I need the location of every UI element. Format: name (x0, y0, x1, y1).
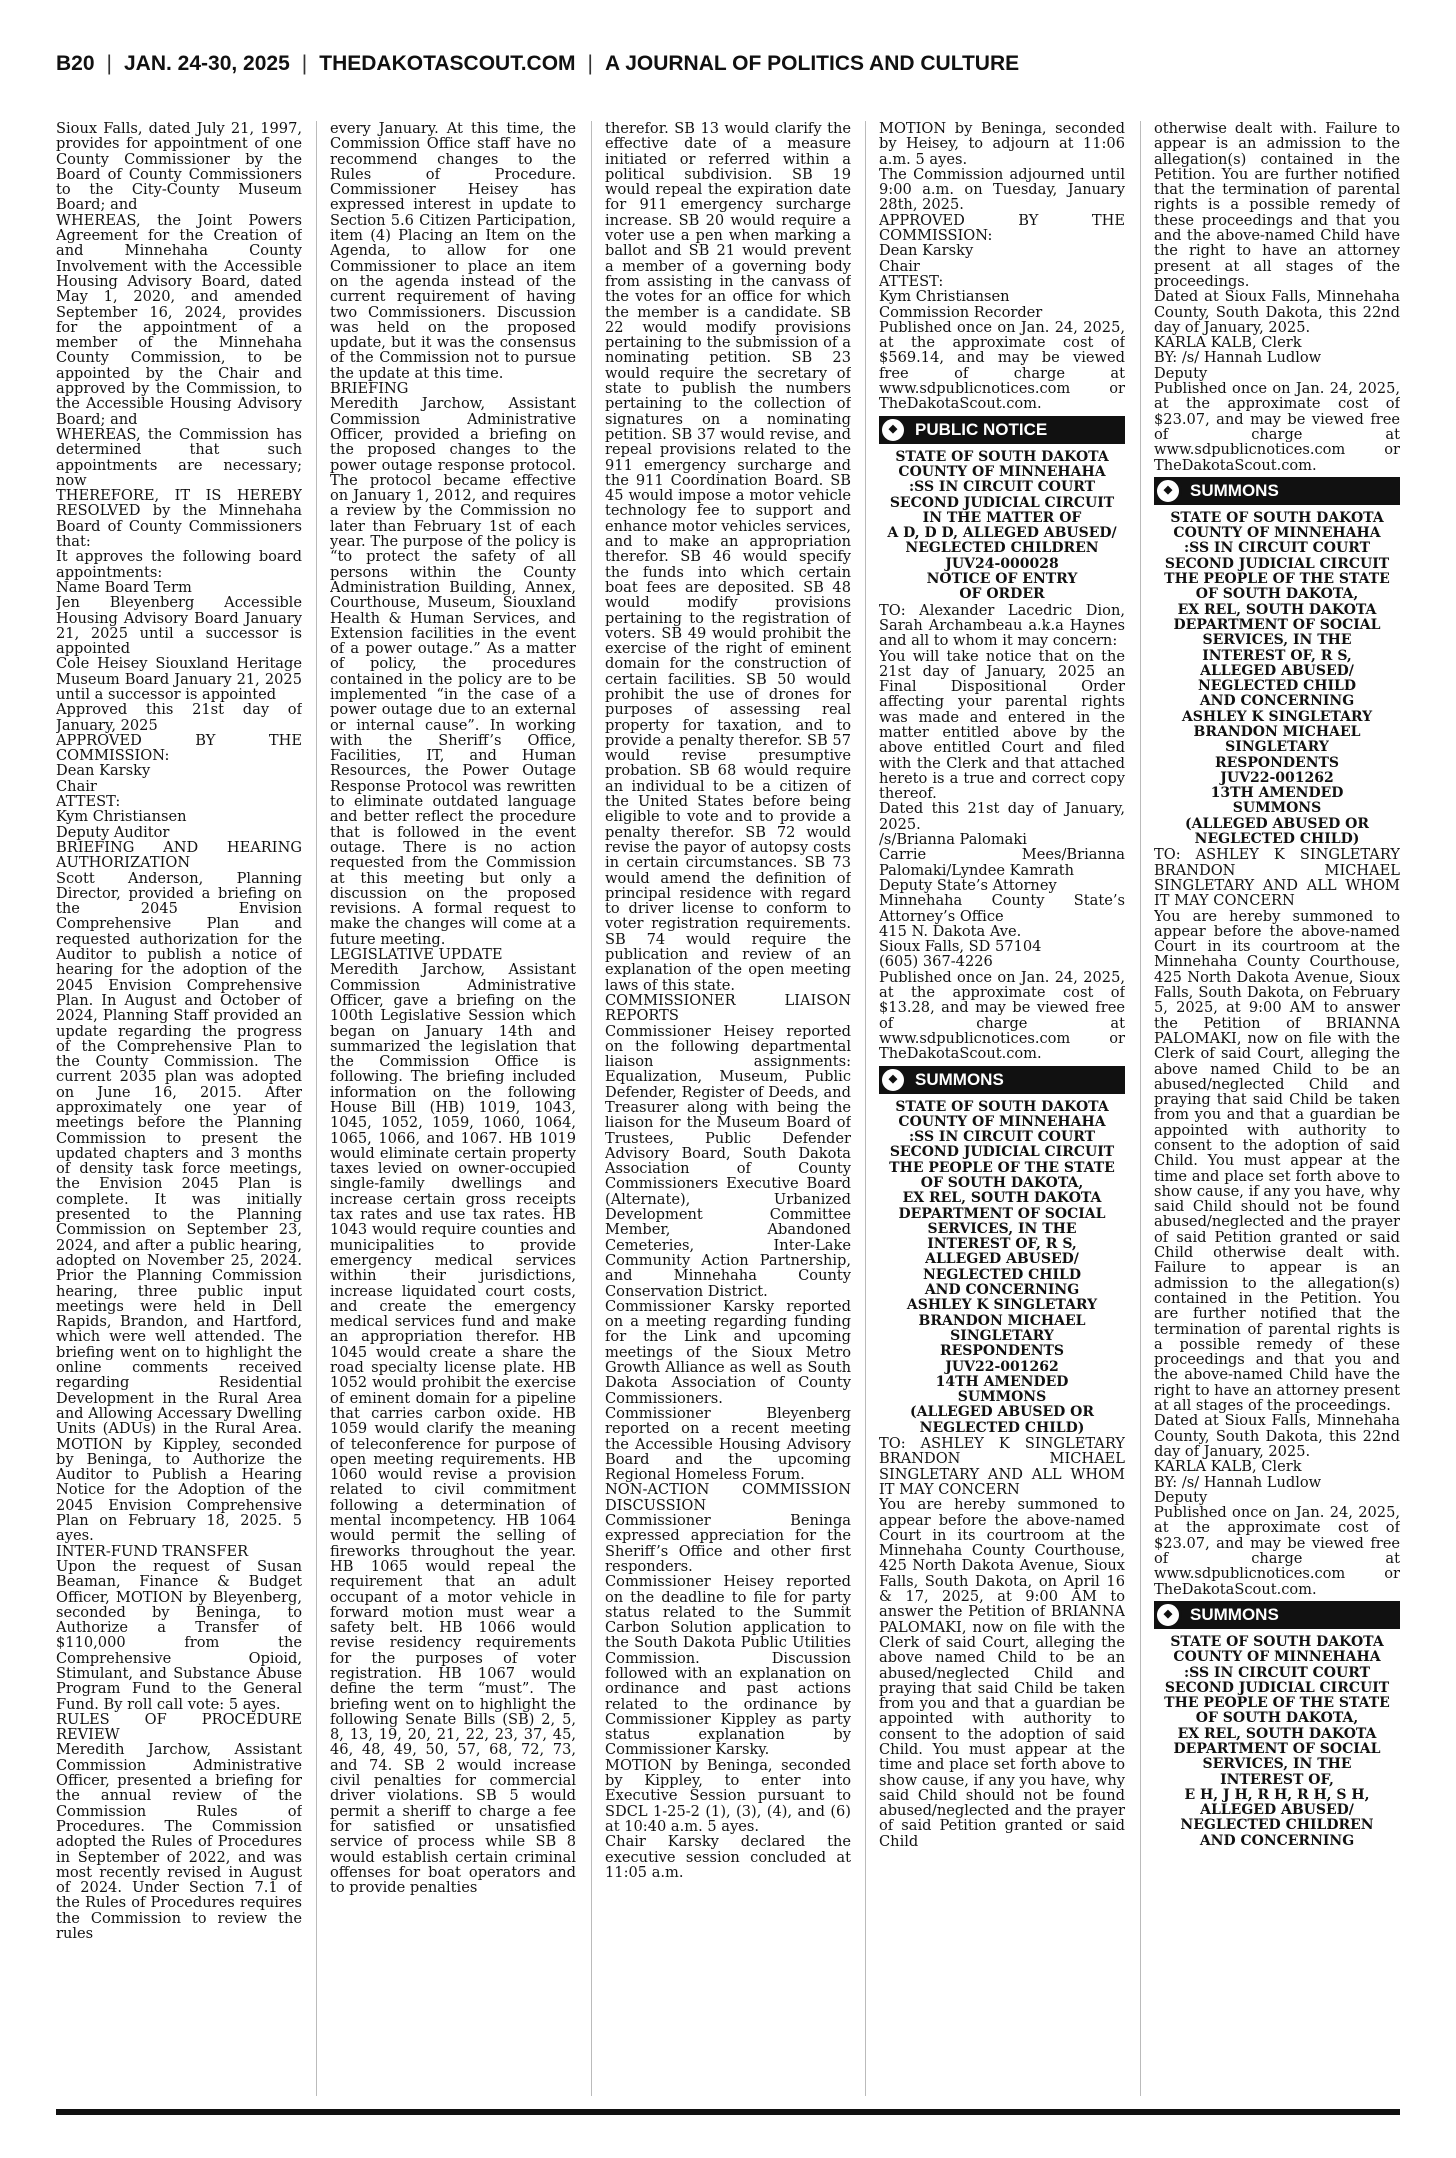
text-line: DEPARTMENT OF SOCIAL (1173, 1740, 1381, 1757)
text-line: SECOND JUDICIAL CIRCUIT (1164, 1679, 1390, 1696)
text-line: Deputy (1154, 364, 1208, 382)
text-line: STATE OF SOUTH DAKOTA (1170, 1633, 1384, 1650)
text-line: THEREFORE, IT IS HEREBY RESOLVED by the Minnehaha Board of County Commissioners that: (56, 487, 302, 551)
text-line: THE PEOPLE OF THE STATE (889, 1159, 1115, 1176)
text-line: therefor. SB 13 would clarify the effective date of a measure initiated or referred within a political subdivision. SB 19 would repeal the expiration date for 911 emergency surcharge increase. SB 20 would require a voter use a pen when marking a ballot and SB 21 would prevent a member of a governing body from assisting in the canvass of the votes for an office for which the member is a candidate. SB 22 would modify provisions pertaining to the submission of a nominating petition. SB 23 would require the secretary of state to publish the numbers pertaining to the collection of signatures on a nominating petition. SB 37 would revise, and repeal provisions related to the 911 emergency surcharge and the 911 Coordination Board. SB 45 would impose a motor vehicle technology fee to support and enhance motor vehicles services, and to make an appropriation therefor. SB 46 would specify the funds into which certain boat fees are deposited. SB 48 would modify provisions pertaining to the registration of voters. SB 49 would prohibit the exercise of the right of eminent domain for the construction of certain facilities. SB 50 would prohibit the use of drones for purposes of assessing real property for taxation, and to provide a penalty therefor. SB 57 would revise presumptive probation. SB 68 would require an individual to be a citizen of the United States before being eligible to vote and to provide a penalty therefor. SB 72 would revise the payor of autopsy costs in certain circumstances. SB 73 would amend the definition of principal residence with regard to driver license to conform to voter registration requirements. SB 74 would require the publication and review of an explanation of the open meeting laws of this state. (605, 121, 851, 994)
text-line: NEGLECTED CHILDREN (905, 540, 1099, 557)
text-line: ALLEGED ABUSED/ (1200, 662, 1354, 679)
text-line: ASHLEY K SINGLETARY (906, 1297, 1098, 1314)
public-notice-banner (879, 416, 1125, 444)
column-divider (591, 121, 592, 2096)
text-line: LEGISLATIVE UPDATE (330, 946, 503, 964)
text-line: DEPARTMENT OF SOCIAL (898, 1205, 1106, 1222)
text-line: Published once on Jan. 24, 2025, at the approximate cost of $23.07, and may be viewed free of charge at www.sdpublicnotices.com or TheDakotaScout.com. (1154, 1504, 1400, 1598)
text-line: JUV22-001262 (945, 1358, 1059, 1375)
summons-banner (1154, 477, 1400, 505)
text-line: OF ORDER (959, 586, 1045, 603)
text-line: Published once on Jan. 24, 2025, at the approximate cost of $13.28, and may be viewed free of charge at www.sdpublicnotices.com or TheDakotaScout.com. (879, 968, 1125, 1063)
text-line: Commissioner Karsky reported on a meeting regarding funding for the Link and upcoming meetings of the Sioux Metro Growth Alliance as well as South Dakota Association of County Commissioners. (605, 1297, 851, 1407)
column-divider (865, 121, 866, 2096)
text-line: E H, J H, R H, R H, S H, (1184, 1786, 1370, 1803)
text-line: Commissioner Bleyenberg reported on a recent meeting the Accessible Housing Advisory Board and the upcoming Regional Homeless Forum. (605, 1404, 851, 1484)
text-line: :SS IN CIRCUIT COURT (1183, 540, 1371, 557)
summons-body (1154, 847, 1400, 1597)
text-line: SUMMONS (957, 1389, 1047, 1406)
text-line: Meredith Jarchow, Assistant Commission Administrative Officer, gave a briefing on the 100th Legislative Session which began on January 14th and summarized the legislation that the Commission Office is following. The briefing included information on the following House Bill (HB) 1019, 1043, 1045, 1052, 1059, 1060, 1064, 1065, 1066, and 1067. HB 1019 would eliminate certain property taxes levied on owner-occupied single-family dwellings and increase certain gross receipts tax rates and use tax rates. HB 1043 would require counties and municipalities to provide emergency medical services within their jurisdictions, increase liquidated court costs, and create the emergency medical services fund and make an appropriation therefor. HB 1045 would create a share the road specialty license plate. HB 1052 would prohibit the exercise of eminent domain for a pipeline that carries carbon oxide. HB 1059 would clarify the meaning of teleconference for purpose of open meeting requirements. HB 1060 would revise a provision related to civil commitment following a determination of mental incompetency. HB 1064 would permit the selling of fireworks throughout the year. HB 1065 would repeal the requirement that an adult occupant of a motor vehicle in forward motion must wear a safety belt. HB 1066 would revise residency requirements for the purposes of voter registration. HB 1067 would define the term “must”. The briefing went on to highlight the following Senate Bills (SB) 2, 5, 8, 13, 19, 20, 21, 22, 23, 37, 45, 46, 48, 49, 50, 57, 68, 72, 73, and 74. SB 2 would increase civil penalties for commercial driver violations. SB 5 would permit a sheriff to charge a fee for satisfied or unsatisfied service of process while SB 8 would establish certain criminal offenses for boat operators and to provide penalties (330, 961, 576, 1897)
text-line: MOTION by Beninga, seconded by Heisey, to adjourn at 11:06 a.m. 5 ayes. (879, 121, 1125, 168)
text-line: (605) 367-4226 (879, 953, 993, 971)
text-line: :SS IN CIRCUIT COURT (908, 1129, 1096, 1146)
text-line: EX REL, SOUTH DAKOTA (1177, 601, 1377, 618)
text-line: Dean Karsky (879, 242, 974, 260)
banner-label: SUMMONS (1190, 481, 1279, 501)
text-line: 13TH AMENDED (1210, 785, 1344, 802)
summons-banner (1154, 1601, 1400, 1629)
text-line: Name Board Term (56, 578, 192, 596)
text-line: Dated at Sioux Falls, Minnehaha County, South Dakota, this 22nd day of January, 2025. (1154, 288, 1400, 336)
text-line: Deputy State’s Attorney (879, 876, 1057, 894)
text-line: EX REL, SOUTH DAKOTA (902, 1190, 1102, 1207)
site-name: THEDAKOTASCOUT.COM (319, 52, 576, 75)
text-line: You will take notice that on the 21st day of January, 2025 an Final Dispositional Order affecting your parental rights was made and entered in the matter entitled above by the above entitled Court and filed with the Clerk and that attached hereto is a true and correct copy thereof. (879, 647, 1125, 803)
text-line: otherwise dealt with. Failure to appear is an admission to the allegation(s) contained in the Petition. You are further notified that the termination of parental rights is a possible remedy of these proceedings and that you and the above-named Child have the right to have an attorney present at all stages of the proceedings. (1154, 121, 1400, 290)
text-line: THE PEOPLE OF THE STATE (1164, 1695, 1390, 1712)
text-line: Deputy Auditor (56, 823, 170, 841)
text-line: Dean Karsky (56, 762, 151, 780)
text-line: :SS IN CIRCUIT COURT (908, 479, 1096, 496)
text-line: NEGLECTED CHILD (1197, 678, 1357, 695)
text-line: JUV24-000028 (945, 555, 1059, 572)
text-line: Published once on Jan. 24, 2025, at the approximate cost of $569.14, and may be viewed free of charge at www.sdpublicnotices.com or TheDakotaScout.com. (879, 318, 1125, 413)
text-line: STATE OF SOUTH DAKOTA (895, 448, 1109, 465)
text-line: RESPONDENTS (939, 1343, 1065, 1360)
text-line: Scott Anderson, Planning Director, provided a briefing on the 2045 Envision Comprehensive Plan and requested authorization for the Auditor to publish a notice of hearing for the adoption of the 2045 Envision Comprehensive Plan. In August and October of 2024, Planning Staff provided an update regarding the progress of the Comprehensive Plan to the County Commission. The current 2035 plan was adopted on June 16, 2015. After approximately one year of meetings before the Planning Commission to present the updated chapters and 3 months of density task force meetings, the Envision 2045 Plan is complete. It was initially presented to the Planning Commission on September 23, 2024, and after a public hearing, adopted on November 25, 2024. Prior the Planning Commission hearing, three public input meetings were held in Dell Rapids, Brandon, and Hartford, which were well attended. The briefing went on to highlight the online comments received regarding Residential Development in the Rural Area and Allowing Accessary Dwelling Units (ADUs) in the Rural Area. MOTION by Kippley, seconded by Beninga, to Authorize the Auditor to Publish a Hearing Notice for the Adoption of the 2045 Envision Comprehensive Plan on February 18, 2025. 5 ayes. (56, 869, 302, 1545)
issue-date: JAN. 24-30, 2025 (124, 52, 290, 75)
notice-logo-icon: ◆ (879, 416, 907, 444)
header-separator: | (106, 52, 112, 75)
page-header (56, 50, 1400, 78)
text-line: You are hereby summoned to appear before the above-named Court in its courtroom at the Minnehaha County Courthouse, 425 North Dakota Avenue, Sioux Falls, South Dakota, on April 16 & 17, 2025, at 9:00 AM to answer the Petition of BRIANNA PALOMAKI, now on file with the Clerk of said Court, alleging the above named Child to be an abused/neglected Child and praying that said Child be taken from you and that a guardian be appointed with authority to consent to the adoption of said Child. You must appear at the time and place set forth above to show cause, if any you have, why said Child should not be found abused/neglected and the prayer of said Petition granted or said Child (879, 1496, 1125, 1850)
text-line: ALLEGED ABUSED/ (1200, 1802, 1354, 1819)
text-line: RULES OF PROCEDURE REVIEW (56, 1710, 302, 1744)
text-line: every January. At this time, the Commission Office staff have no recommend changes to the Rules of Procedure. Commissioner Heisey has expressed interest in update to Section 5.6 Citizen Participation, item (4) Placing an Item on the Agenda, to allow for one Commissioner to place an item on the agenda instead of the current requirement of having two Commissioners. Discussion was held on the proposed update, but it was the consensus of the Commission not to pursue the update at this time. (330, 121, 576, 382)
page-bottom-rule (56, 2109, 1400, 2115)
text-line: A D, D D, ALLEGED ABUSED/ (887, 525, 1117, 542)
text-line: STATE OF SOUTH DAKOTA (895, 1098, 1109, 1115)
text-line: RESPONDENTS (1214, 754, 1340, 771)
text-line: KARLA KALB, Clerk (1154, 334, 1302, 352)
text-line: AND CONCERNING (924, 1282, 1080, 1299)
header-separator: | (587, 52, 593, 75)
text-line: Kym Christiansen (879, 288, 1010, 306)
column-5 (1154, 121, 1400, 2096)
text-line: OF SOUTH DAKOTA, (1195, 586, 1359, 603)
text-line: SERVICES, IN THE (1202, 1756, 1352, 1773)
text-line: You are hereby summoned to appear before the above-named Court in its courtroom at the Minnehaha County Courthouse, 425 North Dakota Avenue, Sioux Falls, South Dakota, on February 5, 2025, at 9:00 AM to answer the Petition of BRIANNA PALOMAKI, now on file with the Clerk of said Court, alleging the above named Child to be an abused/neglected Child and praying that said Child be taken from you and that a guardian be appointed with authority to consent to the adoption of said Child. You must appear at the time and place set forth above to show cause, if any you have, why said Child should not be found abused/neglected and the prayer of said Petition granted or said Child otherwise dealt with. Failure to appear is an admission to the allegation(s) contained in the Petition. You are further notified that the termination of parental rights is a possible remedy of these proceedings and that you and the above-named Child have the right to have an attorney present at all stages of the proceedings. (1154, 907, 1400, 1415)
text-line: SINGLETARY (950, 1327, 1054, 1344)
text-line: BY: /s/ Hannah Ludlow (1154, 349, 1322, 367)
text-line: Approved this 21st day of January, 2025 (56, 701, 302, 734)
text-line: Chair Karsky declared the executive session concluded at 11:05 a.m. (605, 1833, 851, 1881)
text-line: SECOND JUDICIAL CIRCUIT (889, 1144, 1115, 1161)
notice-caption (879, 450, 1125, 603)
text-line: IN THE MATTER OF (922, 509, 1082, 526)
text-line: Kym Christiansen (56, 808, 187, 826)
column-divider (1140, 121, 1141, 2096)
article-columns (56, 121, 1400, 2096)
summons-banner (879, 1066, 1125, 1094)
banner-label: SUMMONS (915, 1069, 1004, 1089)
text-line: The Commission adjourned until 9:00 a.m. on Tuesday, January 28th, 2025. (879, 165, 1125, 214)
text-line: AND CONCERNING (1199, 1832, 1355, 1849)
text-line: Commissioner Heisey reported on the deadline to file for party status related to the Summit Carbon Solution application to the South Dakota Public Utilities Commission. Discussion followed with an explanation on ordinance and past actions related to the ordinance by Commissioner Kippley as party status explanation by Commissioner Karsky. (605, 1573, 851, 1759)
text-line: KARLA KALB, Clerk (1154, 1458, 1302, 1476)
text-line: APPROVED BY THE COMMISSION: (879, 211, 1125, 245)
notice-body (879, 603, 1125, 1062)
text-line: Deputy (1154, 1488, 1208, 1506)
text-line: Minnehaha County State’s Attorney’s Office (879, 892, 1125, 925)
text-line: SINGLETARY (1225, 739, 1329, 756)
notice-logo-icon: ◆ (1154, 1601, 1182, 1629)
text-line: OF SOUTH DAKOTA, (1195, 1710, 1359, 1727)
summons-continuation (1154, 121, 1400, 473)
page-number: B20 (56, 52, 95, 75)
text-line: Meredith Jarchow, Assistant Commission Administrative Officer, presented a briefing for the annual review of the Commission Rules of Procedures. The Commission adopted the Rules of Procedures in September of 2022, and was most recently revised in August of 2024. Under Section 7.1 of the Rules of Procedures requires the Commission to review the rules (56, 1741, 302, 1943)
text-line: BRIEFING AND HEARING AUTHORIZATION (56, 838, 302, 872)
text-line: Chair (879, 257, 920, 275)
text-line: It approves the following board appointments: (56, 548, 302, 581)
text-line: APPROVED BY THE COMMISSION: (56, 731, 302, 765)
text-line: COUNTY OF MINNEHAHA (1173, 1649, 1381, 1666)
text-line: /s/Brianna Palomaki (879, 831, 1027, 849)
tagline: A JOURNAL OF POLITICS AND CULTURE (604, 52, 1020, 75)
notice-logo-icon: ◆ (1154, 477, 1182, 505)
text-line: SERVICES, IN THE (1202, 632, 1352, 649)
text-line: SECOND JUDICIAL CIRCUIT (1164, 555, 1390, 572)
text-line: ALLEGED ABUSED/ (925, 1251, 1079, 1268)
text-line: NON-ACTION COMMISSION DISCUSSION (605, 1481, 851, 1514)
text-line: 415 N. Dakota Ave. (879, 922, 1022, 940)
text-line: Commissioner Beninga expressed appreciation for the Sheriff’s Office and other first responders. (605, 1512, 851, 1575)
column-2 (330, 121, 576, 2096)
text-line: JUV22-001262 (1220, 769, 1334, 786)
text-line: ATTEST: (56, 793, 121, 811)
banner-label: SUMMONS (1190, 1605, 1279, 1625)
summons-caption (1154, 1635, 1400, 1849)
text-line: Dated this 21st day of January, 2025. (879, 800, 1125, 833)
text-line: NEGLECTED CHILD (922, 1266, 1082, 1283)
text-line: COMMISSIONER LIAISON REPORTS (605, 991, 851, 1025)
text-line: 14TH AMENDED (935, 1373, 1069, 1390)
text-line: COUNTY OF MINNEHAHA (1173, 525, 1381, 542)
text-line: Commission Recorder (879, 303, 1043, 321)
text-line: Sioux Falls, SD 57104 (879, 938, 1042, 956)
text-line: EX REL, SOUTH DAKOTA (1177, 1725, 1377, 1742)
text-line: (ALLEGED ABUSED OR NEGLECTED CHILD) (1184, 815, 1370, 848)
text-line: TO: Alexander Lacedric Dion, Sarah Archambeau a.k.a Haynes and all to whom it may concern: (879, 601, 1125, 650)
text-line: BRANDON MICHAEL (918, 1312, 1086, 1329)
header-separator: | (301, 52, 308, 75)
text-line: DEPARTMENT OF SOCIAL (1173, 616, 1381, 633)
text-line: INTER-FUND TRANSFER (56, 1542, 249, 1560)
column-4 (879, 121, 1125, 2096)
notice-logo-icon: ◆ (879, 1066, 907, 1094)
text-line: Dated at Sioux Falls, Minnehaha County, South Dakota, this 22nd day of January, 2025. (1154, 1412, 1400, 1460)
text-line: INTEREST OF, (1220, 1771, 1334, 1788)
text-line: OF SOUTH DAKOTA, (920, 1175, 1084, 1191)
text-line: COUNTY OF MINNEHAHA (898, 1113, 1106, 1130)
text-line: COUNTY OF MINNEHAHA (898, 463, 1106, 480)
text-line: INTEREST OF, R S, (1202, 647, 1352, 664)
text-line: INTEREST OF, R S, (927, 1236, 1077, 1253)
text-line: Carrie Mees/Brianna Palomaki/Lyndee Kamrath (879, 846, 1125, 879)
text-line: TO: ASHLEY K SINGLETARY BRANDON MICHAEL SINGLETARY AND ALL WHOM IT MAY CONCERN (879, 1435, 1125, 1498)
text-line: Jen Bleyenberg Accessible Housing Advisory Board January 21, 2025 until a successor is appointed (56, 594, 302, 658)
text-line: NEGLECTED CHILDREN (1180, 1817, 1374, 1834)
column-divider (316, 121, 317, 2096)
text-line: ASHLEY K SINGLETARY (1181, 708, 1373, 725)
text-line: :SS IN CIRCUIT COURT (1183, 1664, 1371, 1681)
minutes-conclusion (879, 121, 1125, 412)
text-line: SERVICES, IN THE (927, 1220, 1077, 1237)
text-line: Upon the request of Susan Beaman, Finance & Budget Officer, MOTION by Bleyenberg, seconded by Beninga, to Authorize a Transfer of $110,000 from the Comprehensive Opioid, Stimulant, and Substance Abuse Program Fund to the General Fund. By roll call vote: 5 ayes. (56, 1557, 302, 1713)
column-1 (56, 121, 302, 2096)
summons-caption (1154, 511, 1400, 848)
text-line: STATE OF SOUTH DAKOTA (1170, 509, 1384, 526)
text-line: SUMMONS (1232, 800, 1322, 817)
text-line: BRANDON MICHAEL (1193, 723, 1361, 740)
text-line: Cole Heisey Siouxland Heritage Museum Board January 21, 2025 until a successor is appointed (56, 655, 302, 703)
text-line: THE PEOPLE OF THE STATE (1164, 571, 1390, 588)
text-line: BRIEFING (330, 380, 409, 398)
column-3 (605, 121, 851, 2096)
text-line: MOTION by Beninga, seconded by Kippley, to enter into Executive Session pursuant to SDCL 1-25-2 (1), (3), (4), and (6) at 10:40 a.m. 5 ayes. (605, 1756, 851, 1835)
summons-caption (879, 1100, 1125, 1437)
banner-label: PUBLIC NOTICE (915, 419, 1048, 439)
text-line: (ALLEGED ABUSED OR NEGLECTED CHILD) (909, 1404, 1095, 1436)
text-line: AND CONCERNING (1199, 693, 1355, 710)
text-line: Meredith Jarchow, Assistant Commission Administrative Officer, provided a briefing on the proposed changes to the power outage response protocol. The protocol became effective on January 1, 2012, and requires a review by the Commission no later than February 1st of each year. The purpose of the policy is “to protect the safety of all persons within the County Administration Building, Annex, Courthouse, Museum, Siouxland Health & Human Services, and Extension facilities in the event of a power outage.” As a matter of policy, the procedures contained in the policy are to be implemented “in the case of a power outage due to an external or internal cause”. In working with the Sheriff’s Office, Facilities, IT, and Human Resources, the Power Outage Response Protocol was rewritten to eliminate outdated language and better reflect the procedure that is followed in the event outage. There is no action requested from the Commission at this meeting but only a discussion on the proposed revisions. A formal request to make the changes will come at a future meeting. (330, 395, 576, 948)
text-line: WHEREAS, the Commission has determined that such appointments are necessary; now (56, 425, 302, 489)
text-line: NOTICE OF ENTRY (926, 571, 1078, 588)
text-line: Chair (56, 777, 97, 795)
text-line: Sioux Falls, dated July 21, 1997, provides for appointment of one County Commissioner by the Board of County Commissioners to the City-County Museum Board; and (56, 121, 302, 214)
summons-body (879, 1436, 1125, 1849)
text-line: Published once on Jan. 24, 2025, at the approximate cost of $23.07, and may be viewed free of charge at www.sdpublicnotices.com or TheDakotaScout.com. (1154, 380, 1400, 474)
text-line: BY: /s/ Hannah Ludlow (1154, 1473, 1322, 1491)
text-line: Commissioner Heisey reported on the following departmental liaison assignments: Equalization, Museum, Public Defender, Register of Deeds, and Treasurer along with being the liaison for the Museum Board of Trustees, Public Defender Advisory Board, South Dakota Association of County Commissioners Executive Board (Alternate), Urbanized Development Committee Member, Abandoned Cemeteries, Inter-Lake Community Action Partnership, and Minnehaha County Conservation District. (605, 1022, 851, 1300)
text-line: ATTEST: (879, 272, 944, 290)
text-line: WHEREAS, the Joint Powers Agreement for the Creation of and Minnehaha County Involvement with the Accessible Housing Advisory Board, dated May 1, 2020, and amended September 16, 2024, provides for the appointment of a member of the Minnehaha County Commission, to be appointed by the Chair and approved by the Commission, to the Accessible Housing Advisory Board; and (56, 211, 302, 428)
text-line: SECOND JUDICIAL CIRCUIT (889, 494, 1115, 511)
text-line: TO: ASHLEY K SINGLETARY BRANDON MICHAEL SINGLETARY AND ALL WHOM IT MAY CONCERN (1154, 846, 1400, 910)
